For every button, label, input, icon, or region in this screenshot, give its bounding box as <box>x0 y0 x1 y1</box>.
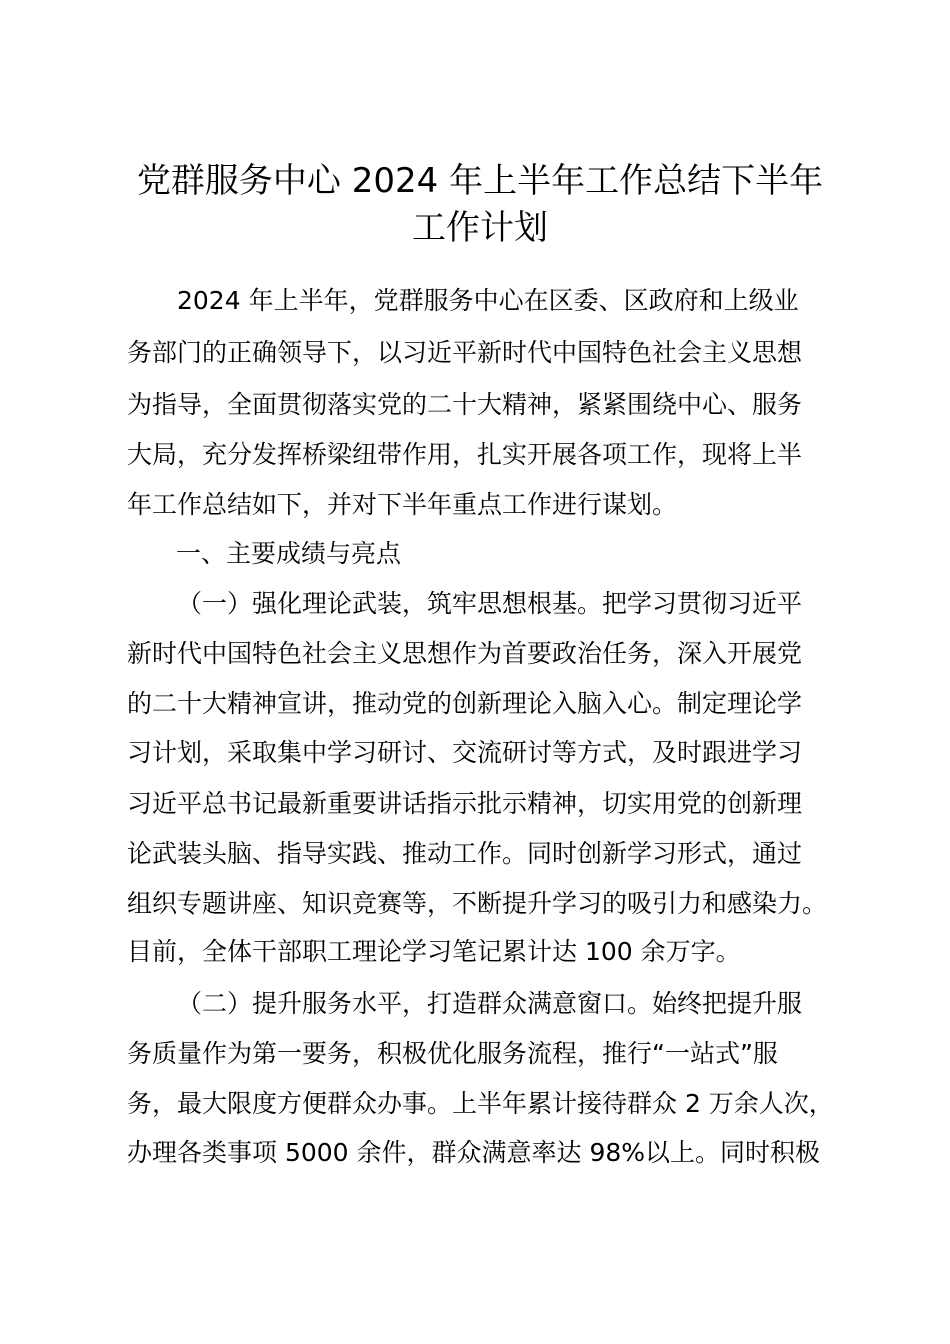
subsection-2-line-2: 务质量作为第一要务，积极优化服务流程，推行“一站式”服 <box>127 1039 778 1068</box>
subsection-1-line-3: 的二十大精神宣讲，推动党的创新理论入脑入心。制定理论学 <box>127 689 803 718</box>
section-heading-1: 一、主要成绩与亮点 <box>176 539 402 568</box>
subsection-2-line-1: （二）提升服务水平，打造群众满意窗口。始终把提升服 <box>177 989 803 1018</box>
intro-line-5: 年工作总结如下，并对下半年重点工作进行谋划。 <box>127 490 678 519</box>
subsection-1-line-7: 组织专题讲座、知识竞赛等，不断提升学习的吸引力和感染力。 <box>127 889 828 918</box>
document-title-line-2: 工作计划 <box>412 208 548 248</box>
subsection-1-line-1: （一）强化理论武装，筑牢思想根基。把学习贯彻习近平 <box>177 589 803 618</box>
subsection-1-line-8: 目前，全体干部职工理论学习笔记累计达 100 余万字。 <box>127 937 741 966</box>
subsection-1-line-4: 习计划，采取集中学习研讨、交流研讨等方式，及时跟进学习 <box>127 738 803 767</box>
intro-line-3: 为指导，全面贯彻落实党的二十大精神，紧紧围绕中心、服务 <box>127 390 803 419</box>
subsection-1-line-6: 论武装头脑、指导实践、推动工作。同时创新学习形式，通过 <box>127 839 803 868</box>
intro-line-1: 2024 年上半年，党群服务中心在区委、区政府和上级业 <box>177 286 799 315</box>
intro-line-2: 务部门的正确领导下，以习近平新时代中国特色社会主义思想 <box>127 338 803 367</box>
subsection-2-line-3: 务，最大限度方便群众办事。上半年累计接待群众 2 万余人次， <box>127 1089 834 1118</box>
subsection-1-line-2: 新时代中国特色社会主义思想作为首要政治任务，深入开展党 <box>127 639 803 668</box>
subsection-1-line-5: 习近平总书记最新重要讲话指示批示精神，切实用党的创新理 <box>127 789 803 818</box>
subsection-2-line-4: 办理各类事项 5000 余件，群众满意率达 98%以上。同时积极 <box>127 1138 821 1167</box>
document-title-line-1: 党群服务中心 2024 年上半年工作总结下半年 <box>136 161 824 201</box>
intro-line-4: 大局，充分发挥桥梁纽带作用，扎实开展各项工作，现将上半 <box>127 440 803 469</box>
